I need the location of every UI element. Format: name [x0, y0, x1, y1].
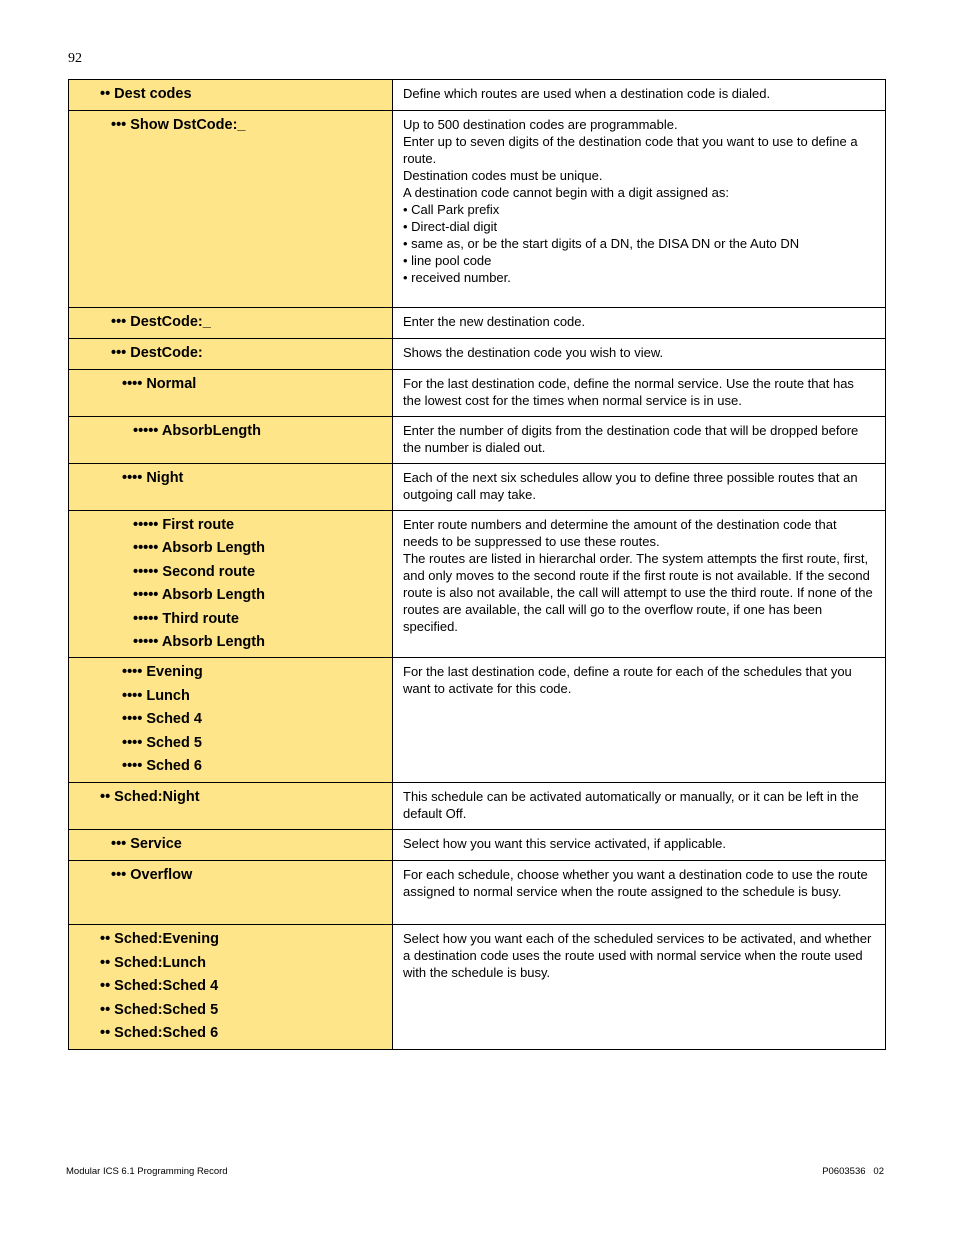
table-row [69, 417, 886, 464]
setting-label: •• Sched:Lunch [100, 954, 207, 971]
setting-name-cell [69, 370, 393, 417]
description-cell [393, 111, 886, 308]
setting-name-cell [69, 80, 393, 111]
table-row [69, 111, 886, 308]
table-row [69, 308, 886, 339]
setting-label: ••••• Absorb Length [133, 540, 265, 557]
description-cell [393, 783, 886, 830]
setting-label: •• Sched:Sched 6 [100, 1025, 219, 1042]
table-row [69, 783, 886, 830]
setting-name-cell [69, 111, 393, 308]
setting-label: ••••• Absorb Length [133, 634, 265, 651]
description-cell [393, 339, 886, 370]
setting-label: ••• DestCode:_ [111, 314, 211, 330]
description-line: Enter the new destination code. [403, 314, 586, 329]
description-cell [393, 511, 886, 658]
setting-label: •• Sched:Evening [100, 931, 219, 948]
table-row [69, 511, 886, 658]
setting-label: ••••• Absorb Length [133, 587, 265, 604]
description-line: Select how you want each of the scheduled services to be activated, and whether a destination code uses the route used with normal service when the route used with the schedule is busy. [403, 931, 872, 981]
description-line: • received number. [403, 270, 511, 285]
description-line: • Direct-dial digit [403, 219, 498, 234]
description-line: For the last destination code, define a route for each of the schedules that you want to activate for this code. [403, 664, 852, 697]
description-line: • same as, or be the start digits of a DN, the DISA DN or the Auto DN [403, 236, 800, 251]
setting-label: ••• DestCode: [111, 345, 203, 361]
description-line: Shows the destination code you wish to view. [403, 345, 664, 360]
table-row [69, 830, 886, 861]
setting-label: •••• Normal [122, 376, 197, 392]
description-cell [393, 925, 886, 1050]
setting-label: ••• Service [111, 836, 182, 853]
setting-label: •••• Sched 4 [122, 711, 202, 728]
setting-name-cell [69, 417, 393, 464]
setting-name-cell [69, 464, 393, 511]
table-row [69, 339, 886, 370]
table-row [69, 370, 886, 417]
setting-label: •• Dest codes [100, 86, 192, 102]
description-cell [393, 658, 886, 783]
description-line: Select how you want this service activated, if applicable. [403, 836, 727, 852]
table-row [69, 80, 886, 111]
setting-name-cell [69, 783, 393, 830]
table-row [69, 658, 886, 783]
setting-label: •••• Night [122, 470, 184, 486]
setting-name-cell [69, 830, 393, 861]
description-line: For each schedule, choose whether you want a destination code to use the route assigned to normal service when the route assigned to the schedule is busy. [403, 867, 868, 900]
setting-label: •• Sched:Night [100, 789, 200, 806]
setting-label: ••• Show DstCode:_ [111, 117, 246, 133]
description-cell [393, 417, 886, 464]
setting-label: •••• Sched 5 [122, 734, 202, 751]
description-line: Define which routes are used when a destination code is dialed. [403, 86, 771, 101]
setting-label: •• Sched:Sched 5 [100, 1001, 219, 1018]
description-line: Each of the next six schedules allow you to define three possible routes that an outgoing call may take. [403, 470, 858, 502]
description-line: Enter up to seven digits of the destination code that you want to use to define a route. [403, 134, 858, 166]
footer-document-title: Modular ICS 6.1 Programming Record [66, 1166, 228, 1177]
description-cell [393, 830, 886, 861]
table-row [69, 464, 886, 511]
programming-record-table [68, 79, 886, 1050]
description-line: The routes are listed in hierarchal order. The system attempts the first route, first, and only moves to the second route if the first route is not available. If the second route is also not available, the call will attempt to use the third route. If none of the routes are available, the call will go to the overflow route, if one has been specified. [403, 551, 873, 634]
setting-label: ••••• First route [133, 517, 235, 533]
setting-label: ••••• Third route [133, 610, 239, 627]
setting-name-cell [69, 658, 393, 783]
description-cell [393, 308, 886, 339]
table-row [69, 861, 886, 925]
setting-label: ••• Overflow [111, 867, 193, 884]
setting-label: ••••• Second route [133, 563, 256, 580]
setting-label: •• Sched:Sched 4 [100, 978, 219, 995]
description-line: Enter route numbers and determine the amount of the destination code that needs to be suppressed to use these routes. [403, 517, 837, 549]
description-cell [393, 464, 886, 511]
setting-name-cell [69, 511, 393, 658]
footer-document-number: P0603536 02 [822, 1166, 884, 1177]
description-line: Up to 500 destination codes are programmable. [403, 117, 678, 132]
setting-label: ••••• AbsorbLength [133, 423, 261, 439]
description-line: Enter the number of digits from the destination code that will be dropped before the number is dialed out. [403, 423, 859, 455]
description-line: For the last destination code, define the normal service. Use the route that has the lowest cost for the times when normal service is in use. [403, 376, 854, 408]
setting-name-cell [69, 861, 393, 925]
description-line: • Call Park prefix [403, 202, 500, 217]
setting-label: •••• Lunch [122, 687, 190, 704]
description-cell [393, 861, 886, 925]
description-line: • line pool code [403, 253, 492, 268]
description-line: This schedule can be activated automatically or manually, or it can be left in the default Off. [403, 789, 859, 822]
description-cell [393, 80, 886, 111]
description-cell [393, 370, 886, 417]
description-line: Destination codes must be unique. [403, 168, 603, 183]
page-number: 92 [68, 51, 82, 66]
description-line: A destination code cannot begin with a digit assigned as: [403, 185, 729, 200]
table-row [69, 925, 886, 1050]
setting-label: •••• Sched 6 [122, 758, 202, 775]
setting-name-cell [69, 925, 393, 1050]
setting-name-cell [69, 308, 393, 339]
setting-label: •••• Evening [122, 664, 203, 681]
setting-name-cell [69, 339, 393, 370]
